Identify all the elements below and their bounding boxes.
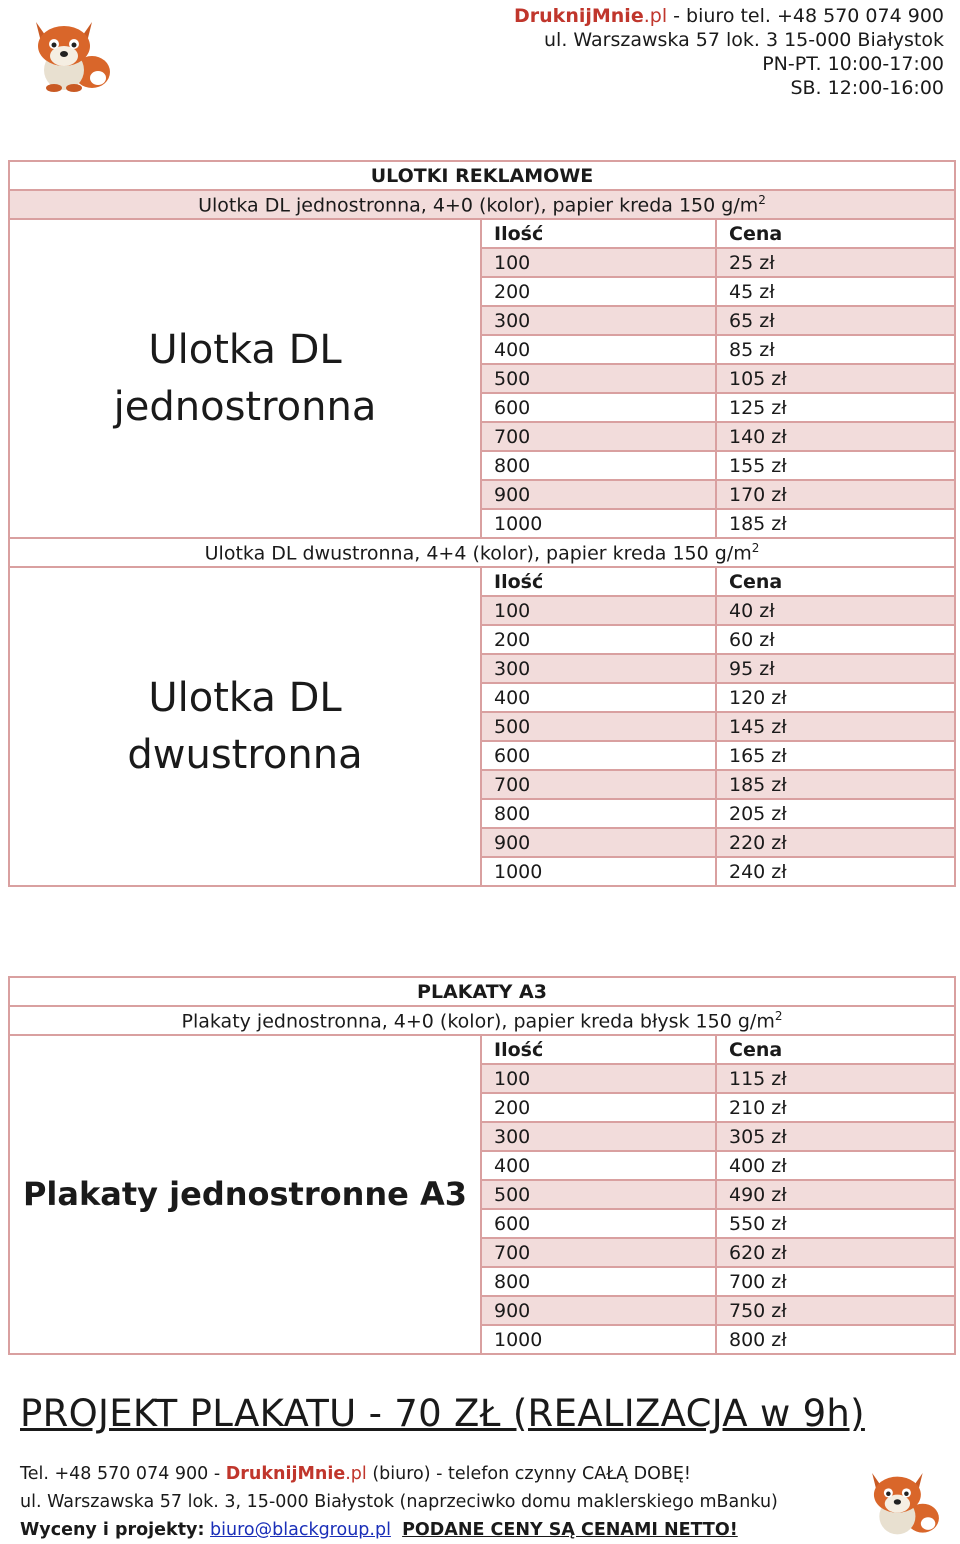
footer: [20, 1460, 778, 1544]
subtitle-text: Ulotka DL dwustronna, 4+4 (kolor), papier kreda 150 g/m: [204, 542, 752, 565]
subtitle-text: Plakaty jednostronna, 4+0 (kolor), papier kreda błysk 150 g/m: [181, 1010, 775, 1033]
product-label-line: jednostronna: [113, 383, 377, 430]
flyers-single-rows: [9, 219, 955, 538]
qty-cell: 100: [481, 248, 716, 277]
price-cell: 185 zł: [716, 770, 955, 799]
price-cell: 60 zł: [716, 625, 955, 654]
header-hours-weekday: PN-PT. 10:00-17:00: [762, 53, 944, 75]
flyers-double-subtitle: [9, 538, 955, 567]
price-cell: 800 zł: [716, 1325, 955, 1354]
price-cell: 220 zł: [716, 828, 955, 857]
qty-cell: 1000: [481, 509, 716, 538]
qty-cell: 500: [481, 1180, 716, 1209]
qty-cell: 200: [481, 625, 716, 654]
price-cell: 550 zł: [716, 1209, 955, 1238]
flyers-title: ULOTKI REKLAMOWE: [9, 161, 955, 190]
fox-mascot-icon: [858, 1464, 944, 1538]
company-header: [514, 4, 944, 100]
flyers-price-table: [8, 160, 956, 887]
qty-cell: 300: [481, 1122, 716, 1151]
qty-cell: 600: [481, 741, 716, 770]
brand-name: DruknijMnie: [514, 5, 644, 27]
footer-address: ul. Warszawska 57 lok. 3, 15-000 Białystok (naprzeciwko domu maklerskiego mBanku): [20, 1492, 778, 1512]
flyers-single-subtitle: [9, 190, 955, 219]
product-label: [9, 1035, 481, 1354]
flyers-double-rows: [9, 567, 955, 886]
qty-cell: 1000: [481, 857, 716, 886]
price-cell: 145 zł: [716, 712, 955, 741]
footer-phone-line: [20, 1460, 778, 1488]
posters-subtitle: [9, 1006, 955, 1035]
price-cell: 620 zł: [716, 1238, 955, 1267]
brand-domain: .pl: [643, 5, 668, 27]
qty-cell: 800: [481, 451, 716, 480]
qty-cell: 800: [481, 1267, 716, 1296]
qty-column-header: Ilość: [481, 1035, 716, 1064]
price-cell: 165 zł: [716, 741, 955, 770]
qty-cell: 400: [481, 1151, 716, 1180]
net-prices-note: PODANE CENY SĄ CENAMI NETTO!: [402, 1520, 738, 1540]
superscript: 2: [751, 540, 760, 555]
footer-tel: Tel. +48 570 074 900 -: [20, 1464, 226, 1484]
price-cell: 105 zł: [716, 364, 955, 393]
posters-price-table: [8, 976, 956, 1355]
qty-column-header: Ilość: [481, 219, 716, 248]
qty-cell: 400: [481, 335, 716, 364]
posters-title: PLAKATY A3: [9, 977, 955, 1006]
price-cell: 205 zł: [716, 799, 955, 828]
price-cell: 490 zł: [716, 1180, 955, 1209]
price-cell: 120 zł: [716, 683, 955, 712]
price-cell: 45 zł: [716, 277, 955, 306]
price-cell: 40 zł: [716, 596, 955, 625]
qty-cell: 600: [481, 393, 716, 422]
qty-cell: 900: [481, 1296, 716, 1325]
price-cell: 305 zł: [716, 1122, 955, 1151]
price-cell: 85 zł: [716, 335, 955, 364]
header-phone-line: [514, 4, 944, 28]
fox-mascot-icon: [22, 12, 114, 94]
product-label: [9, 219, 481, 538]
qty-cell: 500: [481, 712, 716, 741]
email-link[interactable]: biuro@blackgroup.pl: [210, 1520, 391, 1540]
qty-cell: 400: [481, 683, 716, 712]
footer-brand-domain: .pl: [345, 1464, 367, 1484]
header-address: ul. Warszawska 57 lok. 3 15-000 Białystok: [544, 29, 944, 51]
product-label-line: Ulotka DL: [148, 674, 342, 721]
price-cell: 185 zł: [716, 509, 955, 538]
header-phone: - biuro tel. +48 570 074 900: [667, 5, 944, 27]
price-cell: 115 zł: [716, 1064, 955, 1093]
price-cell: 240 zł: [716, 857, 955, 886]
price-cell: 125 zł: [716, 393, 955, 422]
qty-cell: 900: [481, 480, 716, 509]
product-label-line: Plakaty jednostronne A3: [22, 1175, 468, 1213]
footer-quotes-line: [20, 1516, 778, 1544]
quotes-label: Wyceny i projekty:: [20, 1520, 205, 1540]
product-label-line: Ulotka DL: [148, 326, 342, 373]
price-cell: 95 zł: [716, 654, 955, 683]
price-column-header: Cena: [716, 1035, 955, 1064]
price-cell: 155 zł: [716, 451, 955, 480]
qty-cell: 100: [481, 1064, 716, 1093]
superscript: 2: [774, 1008, 783, 1023]
price-cell: 750 zł: [716, 1296, 955, 1325]
price-cell: 170 zł: [716, 480, 955, 509]
price-cell: 210 zł: [716, 1093, 955, 1122]
qty-cell: 700: [481, 1238, 716, 1267]
subtitle-text: Ulotka DL jednostronna, 4+0 (kolor), papier kreda 150 g/m: [198, 194, 759, 217]
project-banner: PROJEKT PLAKATU - 70 ZŁ (REALIZACJA w 9h): [20, 1392, 865, 1435]
price-column-header: Cena: [716, 567, 955, 596]
footer-tel-note: (biuro) - telefon czynny CAŁĄ DOBĘ!: [366, 1464, 691, 1484]
qty-cell: 600: [481, 1209, 716, 1238]
price-cell: 65 zł: [716, 306, 955, 335]
posters-rows: [9, 1035, 955, 1354]
qty-column-header: Ilość: [481, 567, 716, 596]
qty-cell: 500: [481, 364, 716, 393]
price-cell: 25 zł: [716, 248, 955, 277]
footer-brand: DruknijMnie: [225, 1464, 346, 1484]
price-cell: 400 zł: [716, 1151, 955, 1180]
qty-cell: 300: [481, 654, 716, 683]
product-label: [9, 567, 481, 886]
price-column-header: Cena: [716, 219, 955, 248]
price-cell: 140 zł: [716, 422, 955, 451]
qty-cell: 700: [481, 770, 716, 799]
header-hours-saturday: SB. 12:00-16:00: [790, 77, 944, 99]
qty-cell: 100: [481, 596, 716, 625]
qty-cell: 800: [481, 799, 716, 828]
qty-cell: 200: [481, 277, 716, 306]
qty-cell: 300: [481, 306, 716, 335]
product-label-line: dwustronna: [127, 731, 363, 778]
qty-cell: 1000: [481, 1325, 716, 1354]
qty-cell: 700: [481, 422, 716, 451]
superscript: 2: [758, 192, 766, 207]
price-cell: 700 zł: [716, 1267, 955, 1296]
qty-cell: 900: [481, 828, 716, 857]
qty-cell: 200: [481, 1093, 716, 1122]
